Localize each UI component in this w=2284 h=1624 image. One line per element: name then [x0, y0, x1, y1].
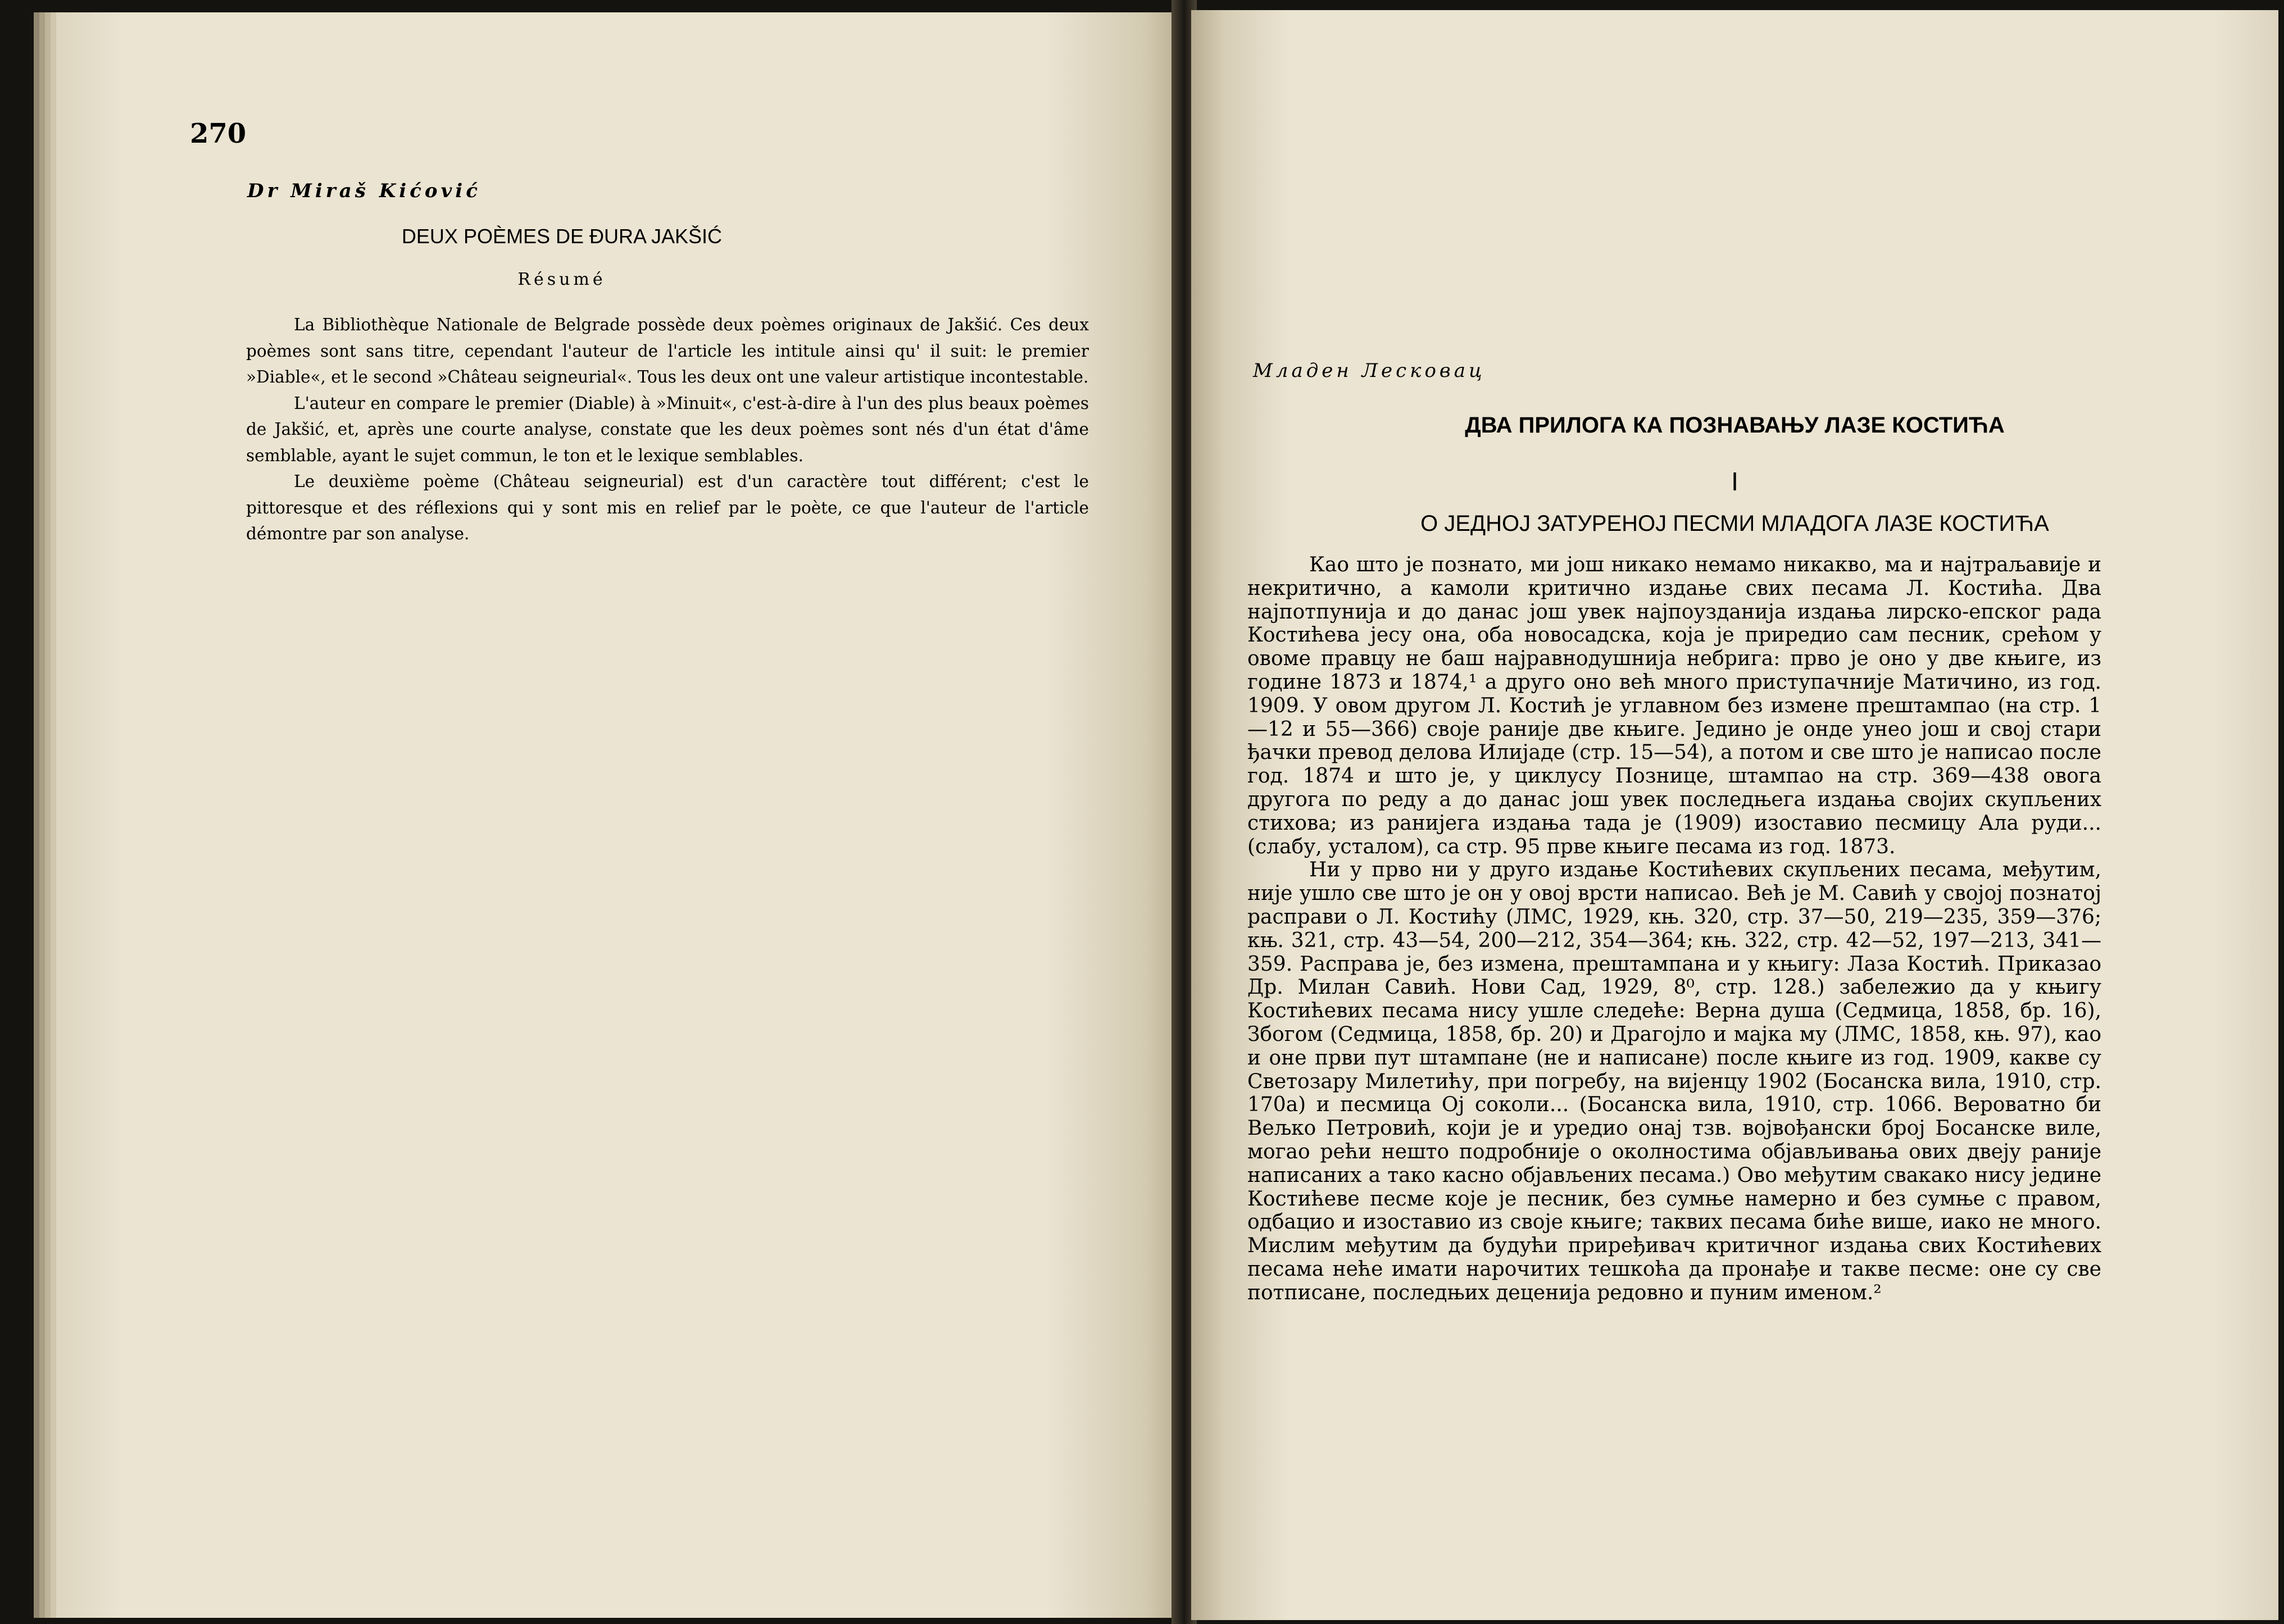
- resume-heading: Résumé: [517, 270, 606, 289]
- section-number: I: [1731, 467, 1738, 496]
- article-title: ДВА ПРИЛОГА КА ПОЗНАВАЊУ ЛАЗЕ КОСТИЋА: [1465, 413, 2005, 438]
- left-page: [56, 12, 1180, 1618]
- section-title: О ЈЕДНОЈ ЗАТУРЕНОЈ ПЕСМИ МЛАДОГА ЛАЗЕ КОСТИЋА: [1420, 511, 2049, 536]
- paragraph: Као што је познато, ми још никако немамо никакво, ма и најтраљавије и некритично, а камоли критично издање свих песама Л. Костића. Два најпотпунија и до данас још увек најпоузданија издања лирско-епског рада Костићева јесу она, оба новосадска, која је приредио сам песник, срећом у овоме правцу не баш најравнодушнија небрига: прво је оно у две књиге, из године 1873 и 1874,¹ а друго оно већ много приступачније Матичино, из год. 1909. У овом другом Л. Костић је углавном без измене прештампао (на стр. 1—12 и 55—366) своје раније две књиге. Једино је онде унео још и свој стари ђачки превод делова Илијаде (стр. 15—54), а потом и све што је написао после год. 1874 и што је, у циклусу Познице, штампао на стр. 369—438 овога другога по реду а до данас још увек последњега издања својих скупљених стихова; из ранијега издања тада је (1909) изоставио песмицу Ала руди... (слабу, усталом), са стр. 95 прве књиге песама из год. 1873.: [1247, 553, 2101, 858]
- paragraph: L'auteur en compare le premier (Diable) à »Minuit«, c'est-à-dire à l'un des plus beaux poèmes de Jakšić, et, après une courte analyse, constate que les deux poèmes sont nés d'un état d'âme semblable, ayant le sujet commun, le ton et le lexique semblables.: [246, 393, 1089, 465]
- article-body: [1247, 553, 2101, 1305]
- paragraph: La Bibliothèque Nationale de Belgrade possède deux poèmes originaux de Jakšić. Ces deux poèmes sont sans titre, cependant l'auteur de l'article les intitule ainsi qu' il suit: le premier »Diable«, et le second »Château seigneurial«. Tous les deux ont une valeur artistique incontestable.: [246, 315, 1089, 386]
- paragraph: Le deuxième poème (Château seigneurial) est d'un caractère tout différent; c'est le pittoresque et des réflexions qui y sont mis en relief par le poète, ce que l'auteur de l'article démontre par son analyse.: [246, 472, 1089, 543]
- author-name: Dr Miraš Kićović: [247, 180, 481, 202]
- paragraph: Ни у прво ни у друго издање Костићевих скупљених песама, међутим, није ушло све што је он у овој врсти написао. Већ је М. Савић у својој познатој расправи о Л. Костићу (ЛМС, 1929, књ. 320, стр. 37—50, 219—235, 359—376; књ. 321, стр. 43—54, 200—212, 354—364; књ. 322, стр. 42—52, 197—213, 341—359. Расправа је, без измена, прештампана и у књигу: Лаза Костић. Приказао Др. Милан Савић. Нови Сад, 1929, 8⁰, стр. 128.) забележио да у књигу Костићевих песама нису ушле следеће: Верна душа (Седмица, 1858, бр. 16), Збогом (Седмица, 1858, бр. 20) и Драгојло и мајка му (ЛМС, 1858, књ. 97), као и оне први пут штампане (не и написане) после књиге из год. 1909, какве су Светозару Милетићу, при погребу, на вијенцу 1902 (Босанска вила, 1910, стр. 170а) и песмица Ој соколи... (Босанска вила, 1910, стр. 1066. Вероватно би Вељко Петровић, који је и уредио онај тзв. војвођански број Босанске виле, могао рећи нешто подробније о околностима објављивања ових двеју раније написаних а тако касно објављених песама.) Ово међутим свакако нису једине Костићеве песме које је песник, без сумње намерно и без сумње с правом, одбацио и изоставио из своје књиге; таквих песама биће више, иако не много. Мислим међутим да будући приређивач критичног издања свих Костићевих песама неће имати нарочитих тешкоћа да пронађе и такве песме: оне су све потписане, последњих деценија редовно и пуним именом.²: [1247, 858, 2101, 1304]
- page-number: 270: [190, 118, 247, 149]
- resume-body: [246, 312, 1089, 547]
- author-name: Младен Лесковац: [1253, 360, 1486, 382]
- article-title: DEUX POÈMES DE ĐURA JAKŠIĆ: [401, 225, 723, 248]
